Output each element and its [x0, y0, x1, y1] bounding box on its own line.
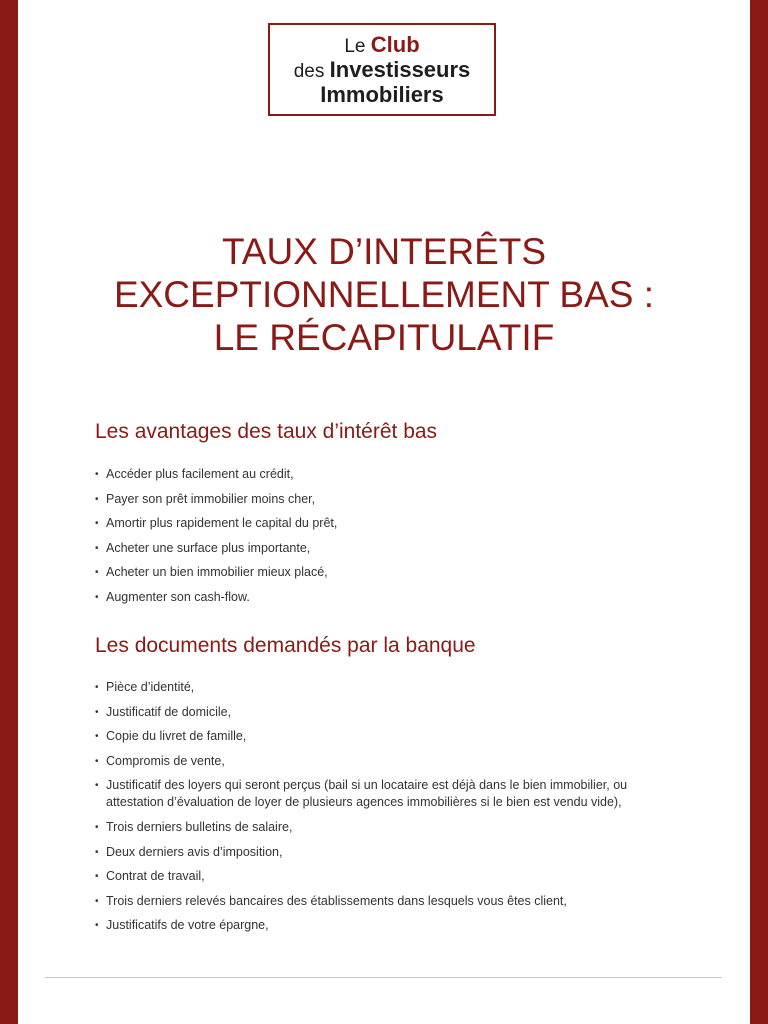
title-line-2: EXCEPTIONNELLEMENT BAS : — [113, 274, 655, 315]
list-item: • Justificatifs de votre épargne, — [95, 917, 685, 934]
list-item: • Deux derniers avis d’imposition, — [95, 844, 685, 861]
title-line-3: LE RÉCAPITULATIF — [213, 317, 555, 358]
list-item: • Justificatif des loyers qui seront perçus (bail si un locataire est déjà dans le bien immobilier, ou attestation d’évaluation de loyer de plusieurs agences immobilières si le bien est vendu vide), — [95, 777, 685, 811]
footer-divider — [45, 977, 722, 978]
list-item: • Amortir plus rapidement le capital du prêt, — [95, 515, 685, 532]
list-item: • Trois derniers relevés bancaires des établissements dans lesquels vous êtes client, — [95, 893, 685, 910]
list-item: • Justificatif de domicile, — [95, 704, 685, 721]
avantages-list — [95, 466, 685, 614]
logo-des: des — [293, 61, 325, 82]
list-item: • Accéder plus facilement au crédit, — [95, 466, 685, 483]
list-item: • Contrat de travail, — [95, 868, 685, 885]
page-title — [40, 230, 728, 359]
logo-investisseurs: Investisseurs — [329, 57, 471, 82]
logo-immobiliers: Immobiliers — [320, 82, 444, 107]
list-item: • Acheter un bien immobilier mieux placé, — [95, 564, 685, 581]
section-heading-avantages: Les avantages des taux d’intérêt bas — [95, 420, 438, 443]
list-item: • Pièce d’identité, — [95, 679, 685, 696]
left-border-bar — [0, 0, 18, 1024]
list-item: • Trois derniers bulletins de salaire, — [95, 819, 685, 836]
section-heading-documents: Les documents demandés par la banque — [95, 634, 476, 657]
list-item: • Augmenter son cash-flow. — [95, 589, 685, 606]
list-item: • Payer son prêt immobilier moins cher, — [95, 491, 685, 508]
logo-le: Le — [344, 36, 366, 57]
list-item: • Compromis de vente, — [95, 753, 685, 770]
list-item: • Copie du livret de famille, — [95, 728, 685, 745]
documents-list — [95, 679, 685, 942]
logo-club: Club — [370, 32, 420, 57]
list-item: • Acheter une surface plus importante, — [95, 540, 685, 557]
title-line-1: TAUX D’INTERÊTS — [221, 231, 547, 272]
right-border-bar — [750, 0, 768, 1024]
club-logo — [268, 23, 496, 116]
